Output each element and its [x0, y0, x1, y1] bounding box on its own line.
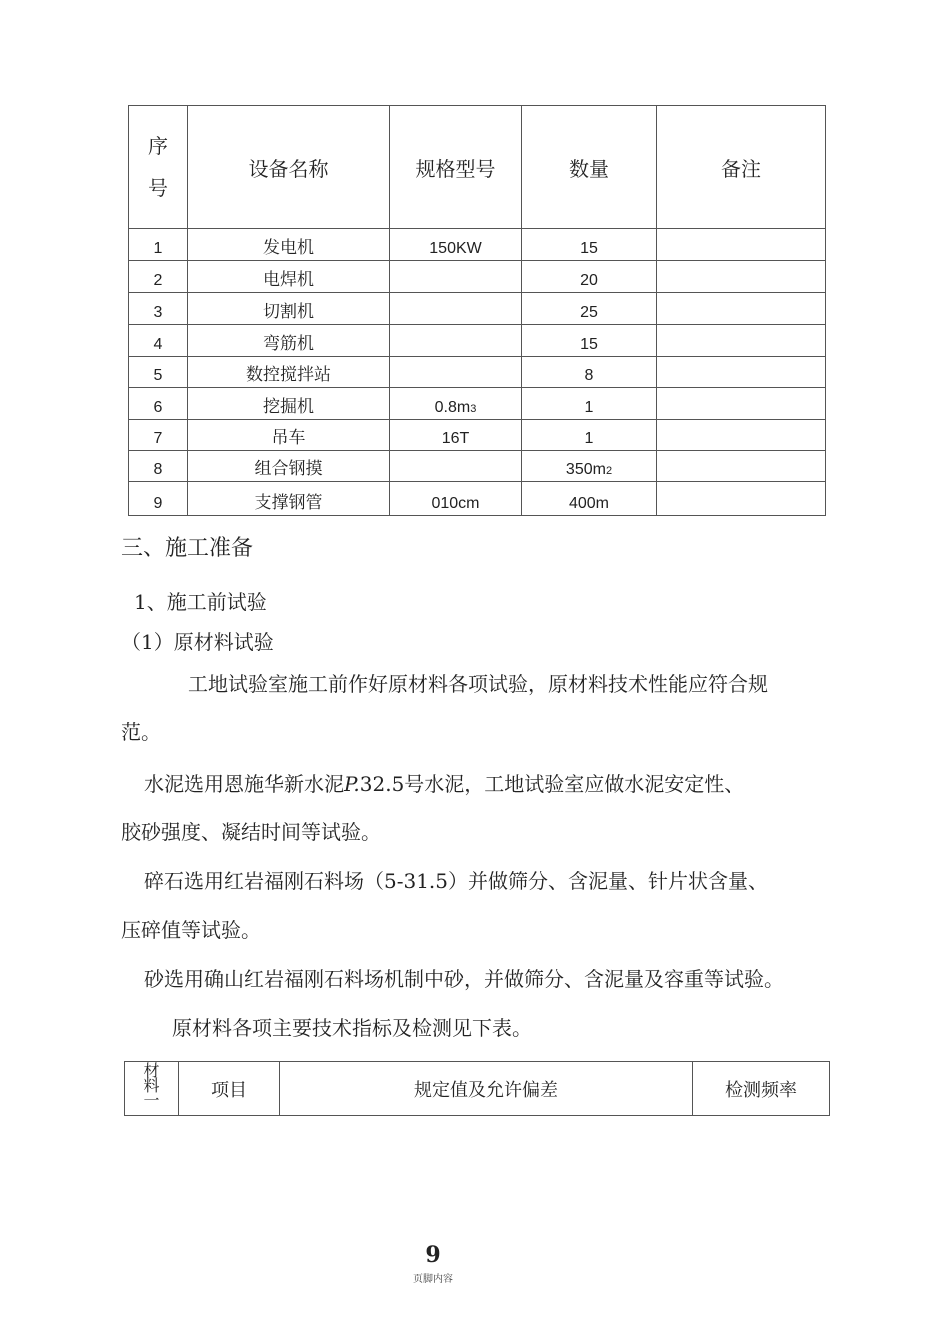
- cell-note: [657, 388, 826, 420]
- cell-name: 发电机: [188, 229, 390, 261]
- cell-spec: [390, 261, 522, 293]
- paragraph-3-line-2: 压碎值等试验。: [121, 918, 261, 942]
- cell-qty: 350m2: [522, 451, 657, 482]
- paragraph-1-line-2: 范。: [121, 720, 161, 744]
- materials-header-item: 项目: [179, 1062, 280, 1116]
- paragraph-2-line-1: 水泥选用恩施华新水泥P.32.5号水泥，工地试验室应做水泥安定性、: [144, 772, 745, 796]
- cell-qty: 15: [522, 229, 657, 261]
- cell-name: 电焊机: [188, 261, 390, 293]
- materials-header-spec: 规定值及允许偏差: [280, 1062, 693, 1116]
- cell-spec: [390, 357, 522, 388]
- cell-seq: 4: [129, 325, 188, 357]
- paragraph-1-line-1: 工地试验室施工前作好原材料各项试验，原材料技术性能应符合规: [188, 672, 768, 696]
- cell-name: 支撑钢管: [188, 482, 390, 516]
- materials-table-header: [125, 1062, 830, 1116]
- equipment-table: [128, 105, 826, 516]
- equipment-table-row: [129, 261, 826, 293]
- cell-seq: 1: [129, 229, 188, 261]
- equipment-table-row: [129, 420, 826, 451]
- cell-seq: 5: [129, 357, 188, 388]
- cell-spec: 010cm: [390, 482, 522, 516]
- cell-spec: [390, 451, 522, 482]
- cell-note: [657, 420, 826, 451]
- cell-name: 组合钢摸: [188, 451, 390, 482]
- cell-qty: 25: [522, 293, 657, 325]
- cell-qty: 8: [522, 357, 657, 388]
- equipment-table-row: [129, 482, 826, 516]
- materials-header-frequency: 检测频率: [693, 1062, 830, 1116]
- equipment-table-row: [129, 451, 826, 482]
- cell-note: [657, 482, 826, 516]
- equipment-table-header: [129, 106, 826, 229]
- cell-note: [657, 293, 826, 325]
- cell-note: [657, 229, 826, 261]
- paragraph-5: 原材料各项主要技术指标及检测见下表。: [172, 1016, 532, 1040]
- header-seq: 序 号: [129, 106, 188, 229]
- equipment-table-row: [129, 229, 826, 261]
- cell-note: [657, 325, 826, 357]
- header-note: 备注: [657, 106, 826, 229]
- header-name: 设备名称: [188, 106, 390, 229]
- cell-seq: 8: [129, 451, 188, 482]
- materials-table: [124, 1061, 830, 1116]
- cell-qty: 15: [522, 325, 657, 357]
- cell-name: 吊车: [188, 420, 390, 451]
- cell-seq: 9: [129, 482, 188, 516]
- section-heading: 三、施工准备: [121, 536, 254, 561]
- cell-name: 切割机: [188, 293, 390, 325]
- cell-name: 数控搅拌站: [188, 357, 390, 388]
- cell-qty: 20: [522, 261, 657, 293]
- cell-name: 弯筋机: [188, 325, 390, 357]
- equipment-table-row: [129, 357, 826, 388]
- footer-text: 页脚内容: [413, 1274, 453, 1285]
- cell-note: [657, 261, 826, 293]
- cell-spec: 150KW: [390, 229, 522, 261]
- cell-seq: 3: [129, 293, 188, 325]
- subheading-raw-material: （1）原材料试验: [121, 630, 274, 654]
- cell-seq: 7: [129, 420, 188, 451]
- cell-qty: 1: [522, 420, 657, 451]
- subheading-pretest: 1、施工前试验: [134, 590, 267, 614]
- page-number: 9: [425, 1242, 441, 1268]
- header-qty: 数量: [522, 106, 657, 229]
- paragraph-4: 砂选用确山红岩福刚石料场机制中砂，并做筛分、含泥量及容重等试验。: [144, 967, 784, 991]
- cell-spec: [390, 293, 522, 325]
- cell-qty: 1: [522, 388, 657, 420]
- cell-note: [657, 357, 826, 388]
- cell-note: [657, 451, 826, 482]
- cell-spec: [390, 325, 522, 357]
- paragraph-2-line-2: 胶砂强度、凝结时间等试验。: [121, 820, 381, 844]
- cell-qty: 400m: [522, 482, 657, 516]
- equipment-table-row: [129, 293, 826, 325]
- paragraph-3-line-1: 碎石选用红岩福刚石料场（5-31.5）并做筛分、含泥量、针片状含量、: [144, 869, 769, 893]
- header-spec: 规格型号: [390, 106, 522, 229]
- equipment-table-row: [129, 325, 826, 357]
- cell-seq: 2: [129, 261, 188, 293]
- materials-header-material: 材 料 一: [125, 1062, 179, 1116]
- cell-spec: 16T: [390, 420, 522, 451]
- cell-spec: 0.8m3: [390, 388, 522, 420]
- cell-seq: 6: [129, 388, 188, 420]
- cell-name: 挖掘机: [188, 388, 390, 420]
- equipment-table-row: [129, 388, 826, 420]
